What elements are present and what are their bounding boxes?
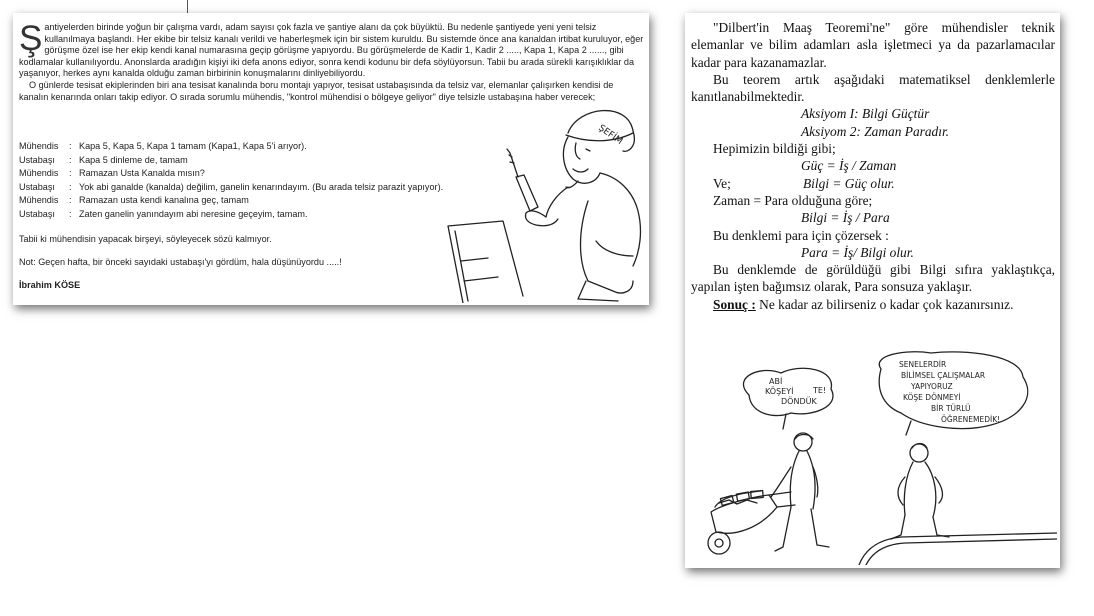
dialog-line: Zaten ganelin yanındayım abi neresine geçeyim, tamam. <box>79 208 308 219</box>
dialog-speaker: Mühendis <box>19 195 59 205</box>
dialog-row: Mühendis : Ramazan usta kendi kanalına geç, tamam <box>19 194 443 208</box>
dialog-list <box>19 140 443 221</box>
right-bubble-text: KÖŞE DÖNMEYİ <box>903 393 961 402</box>
dialog-line: Kapa 5 dinleme de, tamam <box>79 154 188 165</box>
known-line: Hepimizin bildiği gibi; <box>713 141 836 157</box>
closing-note: Tabii ki mühendisin yapacak birşeyi, söyleyecek sözü kalmıyor. <box>19 234 272 244</box>
right-bubble-text: ÖĞRENEMEDİK! <box>941 415 1001 424</box>
equation-2: Bilgi = Güç olur. <box>803 175 895 191</box>
engineer-cartoon-illustration <box>428 91 648 303</box>
dialog-row: Ustabaşı : Yok abi ganalde (kanalda) değilim, ganelin kenarındayım. (Bu arada telsiz parazit yapıyor). <box>19 181 443 195</box>
left-bubble-text: DÖNDÜK <box>781 397 817 406</box>
result-line <box>691 296 1055 313</box>
right-article-card <box>685 13 1060 568</box>
dialog-line: Kapa 5, Kapa 5, Kapa 1 tamam (Kapa1, Kapa 5'i arıyor). <box>79 141 307 151</box>
equation-3: Bilgi = İş / Para <box>801 210 890 226</box>
dialog-speaker: Mühendis <box>19 168 59 178</box>
left-bubble-text: TE! <box>813 386 827 395</box>
equation-1: Güç = İş / Zaman <box>801 158 897 174</box>
right-bubble-text: BİLİMSEL ÇALIŞMALAR <box>901 371 986 380</box>
dialog-line: Ramazan usta kendi kanalına geç, tamam <box>79 195 249 205</box>
time-money-line: Zaman = Para olduğuna göre; <box>713 192 873 208</box>
ve-label: Ve; <box>713 175 731 191</box>
dialog-row: Mühendis : Kapa 5, Kapa 5, Kapa 1 tamam (Kapa1, Kapa 5'i arıyor). <box>19 140 443 154</box>
intro-paragraph: "Dilbert'in Maaş Teoremi'ne" göre mühendisler teknik elemanlar ve bilim adamları asla işletmeci ya da pazarlamacılar kadar para kazanamazlar. <box>691 20 1055 70</box>
dialog-speaker: Ustabaşı <box>19 208 55 219</box>
right-bubble-text: YAPIYORUZ <box>911 382 953 391</box>
story-paragraph-1: antiyelerden birinde yoğun bir çalışma vardı, adam sayısı çok fazla ve şantiye alanı da çok büyüktü. Bu nedenle şantiyede yeni yeni telsiz kullanılmaya başlandı. Her ekibe bir telsiz kanalı verildi ve haberleşmek için bir sistem kuruldu. Bu sistemde önce ana kanaldan irtibat kuruluyor, eğer görüşme özel ise her ekip kendi kanal numarasına geçip görüşme yapıyordu. Bu görüşmelerde de Kadir 1, Kadir 2 ....., Kapa 1, Kapa 2 ......, gibi kodlamalar kullanılıyordu. Anonslarda aradığın kişiyi iki defa anons ediyor, sonra kendi kodunu bir defa söylüyorsun. Tabii bu arada sürekli karışıklıklar da yaşanıyor, herkes aynı kanalda olduğu zaman birbirinin konuşmalarını dinliyebiliyordu. <box>19 22 644 79</box>
theorem-paragraph: Bu teorem artık aşağıdaki matematiksel denklemlerle kanıtlanabilmektedir. <box>691 71 1055 105</box>
dilbert-theorem-text <box>691 19 1055 313</box>
postscript-note: Not: Geçen hafta, bir önceki sayıdaki ustabaşı'yı gördüm, hala düşünüyordu .....! <box>19 257 342 267</box>
author-name: İbrahim KÖSE <box>19 280 81 290</box>
equation-2-row <box>691 175 1055 192</box>
axiom-2: Aksiyom 2: Zaman Paradır. <box>801 123 950 139</box>
result-label: Sonuç : <box>713 296 756 312</box>
dialog-speaker: Mühendis <box>19 141 59 151</box>
wheelbarrow-cartoon-illustration <box>691 347 1057 565</box>
dialog-speaker: Ustabaşı <box>19 181 55 192</box>
right-bubble-text: BİR TÜRLÜ <box>931 404 971 413</box>
dialog-row: Mühendis : Ramazan Usta Kanalda mısın? <box>19 167 443 181</box>
left-bubble-text: ABİ <box>769 377 783 386</box>
equation-4: Para = İş/ Bilgi olur. <box>801 244 914 260</box>
left-bubble-text: KÖŞEYİ <box>765 387 794 396</box>
dialog-row: Ustabaşı : Zaten ganelin yanındayım abi neresine geçeyim, tamam. <box>19 208 443 222</box>
right-bubble-text: SENELERDİR <box>899 360 947 369</box>
result-text: Ne kadar az bilirseniz o kadar çok kazanırsınız. <box>759 296 1014 312</box>
left-article-card <box>13 13 649 305</box>
solve-line: Bu denklemi para için çözersek : <box>713 227 889 243</box>
dialog-row: Ustabaşı : Kapa 5 dinleme de, tamam <box>19 154 443 168</box>
story-paragraph-2: O günlerde tesisat ekiplerinden biri ana tesisat kanalında boru montajı yapıyor, tesisat ustabaşısında da telsiz var, elemanlar çalışırken kendisi de kanalın kenarında onları takip ediyor. O sırada sorumlu mühendis, "kontrol mühendisi o bölgeye geliyor" diye telsizle ustabaşına haber verecek; <box>19 79 614 102</box>
drop-cap: Ş <box>19 19 43 58</box>
helmet-label: ŞEFİM <box>596 123 625 147</box>
dialog-speaker: Ustabaşı <box>19 154 55 165</box>
axiom-1: Aksiyom I: Bilgi Güçtür <box>801 106 930 122</box>
guide-line <box>187 0 188 13</box>
dialog-line: Ramazan Usta Kanalda mısın? <box>79 168 205 178</box>
conclusion-paragraph: Bu denklemde de görüldüğü gibi Bilgi sıfıra yaklaştıkça, yapılan işten bağımsız olarak, Para sonsuza yaklaşır. <box>691 262 1055 295</box>
dialog-line: Yok abi ganalde (kanalda) değilim, ganelin kenarındayım. (Bu arada telsiz parazit yapıyor). <box>79 181 444 192</box>
